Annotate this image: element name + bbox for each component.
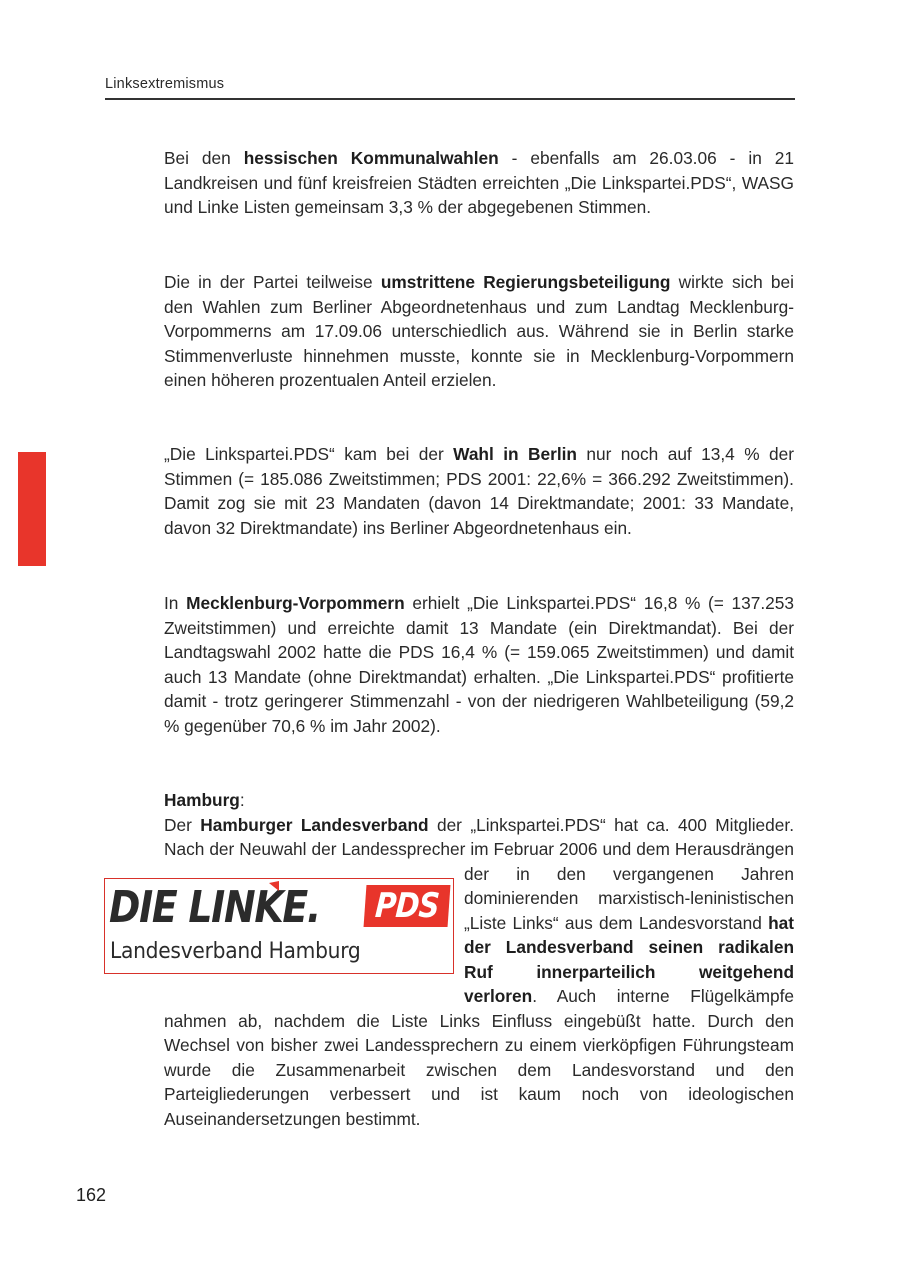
text-run: der „Linkspartei.PDS“ hat ca. 400 Mitglieder. Nach der Neuwahl der Landessprecher im Februar 2006 und dem Herausdrängen der in den vergangenen Jahren dominierenden marxistisch-leninistischen „Liste Links“ aus dem Landesvorstand xyxy=(164,814,794,933)
text-run: - ebenfalls am 26.03.06 - in 21 Landkreisen und fünf kreisfreien Städten erreichten „Die Linkspartei.PDS“, WASG und Linke Listen gemeinsam 3,3 % der abgegebenen Stimmen. xyxy=(164,148,794,217)
text-run: erhielt „Die Linkspartei.PDS“ 16,8 % (= 137.253 Zweitstimmen) und erreichte damit 13 Mandate (ein Direktmandat). Bei der Landtagswahl 2002 hatte die PDS 16,4 % (= 159.065 Zweitstimmen) und damit auch 13 Mandate (ohne Direktmandat) erhalten. „Die Linkspartei.PDS“ profitierte damit - trotz geringerer Stimmenzahl - von der niedrigeren Wahlbeteiligung (59,2 % gegenüber 70,6 % im Jahr 2002). xyxy=(164,593,794,736)
text-run: nur noch auf 13,4 % der Stimmen (= 185.086 Zweitstimmen; PDS 2001: 22,6% = 366.292 Zweitstimmen). Damit zog sie mit 23 Mandaten (davon 14 Direktmandate; 2001: 33 Mandate, davon 32 Direktmandate) ins Berliner Abgeordnetenhaus ein. xyxy=(164,444,794,538)
logo-wordmark: DIE LINKE. xyxy=(109,882,321,933)
section-heading-hamburg xyxy=(164,788,794,813)
heading-suffix: : xyxy=(239,790,245,810)
paragraph-hessen-kommunalwahlen xyxy=(164,146,794,220)
header-rule xyxy=(105,98,795,100)
bold-run: umstrittene Regierungsbeteiligung xyxy=(380,272,671,292)
bold-run: hat der Landesverband seinen radikalen Ruf innerparteilich weitgehend verloren xyxy=(464,912,794,1006)
bold-run: Hamburger Landesverband xyxy=(200,814,429,835)
logo-flag-icon xyxy=(263,881,279,891)
logo-pds-badge xyxy=(364,885,451,927)
bold-run: hessischen Kommunalwahlen xyxy=(243,148,499,168)
page-number: 162 xyxy=(76,1185,107,1205)
paragraph-wahl-berlin xyxy=(164,442,794,540)
text-run: Der xyxy=(164,814,201,835)
logo-pds-text: PDS xyxy=(373,886,441,926)
text-run: „Die Linkspartei.PDS“ kam bei der xyxy=(164,444,454,464)
paragraph-mecklenburg-vorpommern xyxy=(164,591,794,738)
heading-text: Hamburg xyxy=(164,790,240,810)
text-run: . Auch interne Flügelkämpfe nahmen ab, nachdem die Liste Links Einfluss eingebüßt hatte. Durch den Wechsel von bisher zwei Landessprechern zu einem vierköpfigen Führungsteam wurde die Zusammenarbeit zwischen dem Landesvorstand und den Parteigliederungen verbessert und ist kaum noch von ideologischen Auseinandersetzungen bestimmt. xyxy=(164,986,794,1129)
paragraph-regierungsbeteiligung xyxy=(164,270,794,393)
die-linke-pds-hamburg-logo xyxy=(104,878,454,974)
text-run: Bei den xyxy=(164,148,244,168)
chapter-marker-tab xyxy=(18,452,46,566)
text-run: wirkte sich bei den Wahlen zum Berliner Abgeordnetenhaus und zum Landtag Mecklenburg-Vorpommerns am 17.09.06 unterschiedlich aus. Während sie in Berlin starke Stimmenverluste hinnehmen musste, konnte sie in Mecklenburg-Vorpommern einen höheren prozentualen Anteil erzielen. xyxy=(164,272,794,390)
text-run: Die in der Partei teilweise xyxy=(164,272,381,292)
running-header-title: Linksextremismus xyxy=(105,76,225,92)
text-run: In xyxy=(164,593,187,613)
logo-subtitle: Landesverband Hamburg xyxy=(110,939,361,964)
bold-run: Wahl in Berlin xyxy=(453,444,577,464)
bold-run: Mecklenburg-Vorpommern xyxy=(186,593,405,613)
